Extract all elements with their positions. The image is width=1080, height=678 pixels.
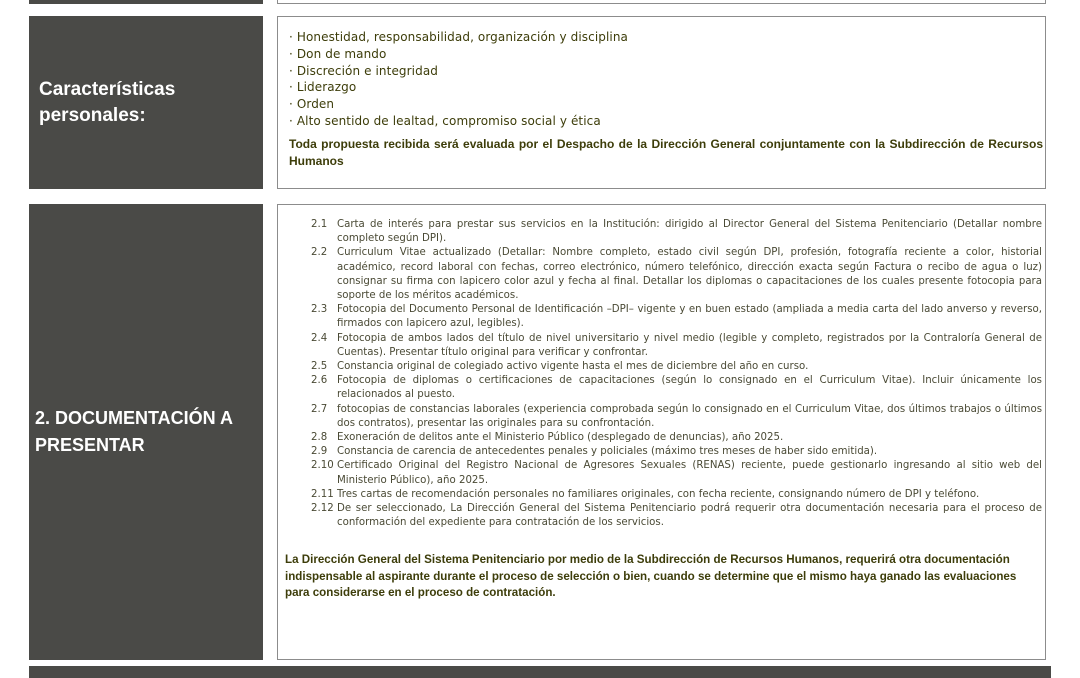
- document-item-text: Carta de interés para prestar sus servicios en la Institución: dirigido al Director General del Sistema Penitenciario (Detallar nombre completo según DPI).: [337, 219, 1042, 245]
- document-item-number: 2.1: [311, 219, 328, 230]
- document-item-number: 2.10: [311, 460, 334, 472]
- document-item-text: Constancia de carencia de antecedentes penales y policiales (máximo tres meses de haber sido emitida).: [337, 446, 878, 458]
- previous-section-header-edge: [29, 0, 263, 4]
- document-item-text: Exoneración de delitos ante el Ministerio Público (desplegado de denuncias), año 2025.: [337, 432, 784, 444]
- section-title: 2. DOCUMENTACIÓN A PRESENTAR: [35, 408, 233, 455]
- document-item-text: De ser seleccionado, La Dirección General del Sistema Penitenciario podrá requerir otra documentación necesaria para el proceso de conformación del expediente para contratación de los servicios.: [337, 503, 1042, 529]
- document-item: [284, 303, 1045, 331]
- document-item-number: 2.2: [311, 247, 328, 259]
- document-item-text: Constancia original de colegiado activo vigente hasta el mes de diciembre del año en curso.: [337, 361, 809, 373]
- document-item-number: 2.3: [311, 304, 328, 316]
- document-item-number: 2.11: [311, 488, 334, 500]
- document-item-number: 2.5: [311, 361, 328, 373]
- trait-item: · Liderazgo: [289, 80, 357, 95]
- document-item-number: 2.7: [311, 403, 328, 415]
- section-body-documentacion: [277, 204, 1046, 660]
- document-item: [284, 403, 1045, 431]
- document-item: [284, 332, 1045, 360]
- document-item: [284, 445, 1045, 459]
- next-section-header-edge: [29, 666, 1051, 678]
- traits-list: [289, 29, 1045, 130]
- document-item: [284, 218, 1045, 246]
- document-item-text: Certificado Original del Registro Nacional de Agresores Sexuales (RENAS) reciente, puede gestionarlo ingresando al sitio web del Ministerio Público), año 2025.: [337, 460, 1042, 486]
- additional-documentation-note: La Dirección General del Sistema Penitenciario por medio de la Subdirección de Recursos Humanos, requerirá otra documentación indispensable al aspirante durante el proceso de selección o bien, cuando se determine que el mismo haya ganado las evaluaciones para considerarse en el proceso de contratación.: [285, 553, 1017, 600]
- documents-list: [284, 218, 1045, 530]
- trait-item: · Alto sentido de lealtad, compromiso social y ética: [289, 113, 601, 128]
- trait-item: · Orden: [289, 97, 335, 112]
- section-body-caracteristicas: [277, 16, 1046, 189]
- document-item: [284, 360, 1045, 374]
- document-item: [284, 488, 1045, 502]
- section-header-caracteristicas: [29, 16, 263, 189]
- document-item-number: 2.8: [311, 432, 328, 444]
- document-item-number: 2.6: [311, 375, 328, 387]
- document-item-text: Fotocopia de ambos lados del título de nivel universitario y nivel medio (legible y completo, registrados por la Contraloría General de Cuentas). Presentar título original para verificar y confrontar.: [337, 332, 1042, 358]
- document-item-number: 2.4: [311, 332, 328, 344]
- section-header-documentacion: [29, 204, 263, 660]
- previous-section-box-edge: [277, 0, 1046, 4]
- document-item-number: 2.9: [311, 446, 328, 458]
- trait-item: · Discreción e integridad: [289, 63, 438, 78]
- evaluation-note: Toda propuesta recibida será evaluada por el Despacho de la Dirección General conjuntamente con la Subdirección de Recursos Humanos: [289, 136, 1043, 168]
- document-item: [284, 374, 1045, 402]
- document-item-text: Fotocopia del Documento Personal de Identificación –DPI– vigente y en buen estado (ampliada a media carta del lado anverso y reverso, firmados con lapicero azul, legibles).: [337, 304, 1042, 330]
- document-item-text: Tres cartas de recomendación personales no familiares originales, con fecha reciente, consignando número de DPI y teléfono.: [337, 488, 980, 500]
- document-item: [284, 459, 1045, 487]
- trait-item: · Don de mando: [289, 46, 387, 61]
- section-title: Características personales:: [39, 78, 176, 126]
- document-item: [284, 502, 1045, 530]
- document-item: [284, 246, 1045, 303]
- trait-item: · Honestidad, responsabilidad, organización y disciplina: [289, 30, 629, 44]
- document-item: [284, 431, 1045, 445]
- document-item-text: Fotocopia de diplomas o certificaciones de capacitaciones (según lo consignado en el Curriculum Vitae). Incluir únicamente los relacionados al puesto.: [337, 375, 1042, 401]
- document-item-text: Curriculum Vitae actualizado (Detallar: Nombre completo, estado civil según DPI, profesión, fotografía reciente a color, historial académico, record laboral con fechas, correo electrónico, número telefónico, dirección exacta según Factura o recibo de agua o luz) consignar su firma con lapicero color azul y fecha al final. Detallar los diplomas o capacitaciones de los cuales presente fotocopia para soporte de los méritos académicos.: [337, 247, 1042, 302]
- document-item-text: fotocopias de constancias laborales (experiencia comprobada según lo consignado en el Curriculum Vitae, dos últimos trabajos o últimos dos contratos), presentar las originales para su confrontación.: [337, 403, 1042, 429]
- document-item-number: 2.12: [311, 503, 334, 515]
